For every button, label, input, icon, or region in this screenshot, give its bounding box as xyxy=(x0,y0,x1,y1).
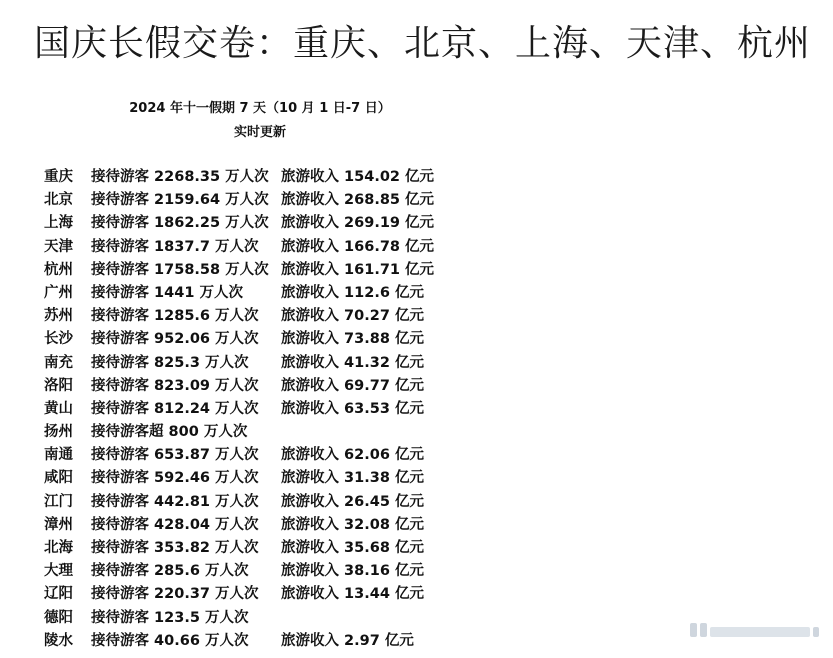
visitor-count: 接待游客 1758.58 万人次 xyxy=(91,261,269,278)
city-name: 重庆 xyxy=(44,169,73,185)
visitor-count: 接待游客 40.66 万人次 xyxy=(91,632,249,649)
city-name: 杭州 xyxy=(44,261,73,278)
city-name: 天津 xyxy=(44,238,73,255)
visitor-count: 接待游客 123.5 万人次 xyxy=(91,609,249,626)
city-name: 长沙 xyxy=(44,331,73,348)
city-name: 扬州 xyxy=(44,424,73,441)
visitor-count: 接待游客 2268.35 万人次 xyxy=(91,169,269,185)
tourism-revenue: 旅游收入 31.38 亿元 xyxy=(281,470,424,487)
visitor-count: 接待游客 1285.6 万人次 xyxy=(91,308,259,325)
visitor-count: 接待游客 1441 万人次 xyxy=(91,284,243,301)
city-name: 北京 xyxy=(44,192,73,209)
visitor-count: 接待游客 442.81 万人次 xyxy=(91,493,259,510)
visitor-count: 接待游客 1862.25 万人次 xyxy=(91,215,269,232)
city-name: 大理 xyxy=(44,563,73,580)
tourism-revenue: 旅游收入 69.77 亿元 xyxy=(281,377,424,394)
tourism-revenue: 旅游收入 35.68 亿元 xyxy=(281,540,424,556)
tourism-revenue: 旅游收入 13.44 亿元 xyxy=(281,586,424,603)
subtitle-period: 2024 年十一假期 7 天（10 月 1 日-7 日） xyxy=(129,101,391,116)
city-name: 北海 xyxy=(44,540,73,556)
visitor-count: 接待游客 2159.64 万人次 xyxy=(91,192,269,209)
visitor-count: 接待游客 428.04 万人次 xyxy=(91,516,259,533)
visitor-count: 接待游客 825.3 万人次 xyxy=(91,354,249,371)
tourism-revenue: 旅游收入 38.16 亿元 xyxy=(281,563,424,580)
visitor-count: 接待游客 220.37 万人次 xyxy=(91,586,259,603)
city-name: 漳州 xyxy=(44,516,73,533)
tourism-revenue: 旅游收入 32.08 亿元 xyxy=(281,516,424,533)
tourism-revenue: 旅游收入 41.32 亿元 xyxy=(281,354,424,371)
visitor-count: 接待游客 823.09 万人次 xyxy=(91,377,259,394)
visitor-count: 接待游客 653.87 万人次 xyxy=(91,447,259,464)
city-name: 上海 xyxy=(44,215,73,232)
city-name: 黄山 xyxy=(44,400,73,417)
tourism-revenue: 旅游收入 269.19 亿元 xyxy=(281,215,435,232)
tourism-revenue: 旅游收入 2.97 亿元 xyxy=(281,632,414,649)
visitor-count: 接待游客超 800 万人次 xyxy=(91,424,248,441)
tourism-revenue: 旅游收入 73.88 亿元 xyxy=(281,331,424,348)
watermark-mark xyxy=(690,623,697,637)
visitor-count: 接待游客 353.82 万人次 xyxy=(91,540,259,556)
tourism-revenue: 旅游收入 161.71 亿元 xyxy=(281,261,435,278)
watermark-mark xyxy=(700,623,707,637)
page-title: 国庆长假交卷：重庆、北京、上海、天津、杭州 xyxy=(34,23,812,64)
city-name: 辽阳 xyxy=(44,586,73,603)
tourism-revenue: 旅游收入 26.45 亿元 xyxy=(281,493,424,510)
visitor-count: 接待游客 285.6 万人次 xyxy=(91,563,249,580)
tourism-revenue: 旅游收入 166.78 亿元 xyxy=(281,238,435,255)
watermark-logo xyxy=(690,623,819,637)
city-name: 洛阳 xyxy=(44,377,73,394)
tourism-revenue: 旅游收入 112.6 亿元 xyxy=(281,284,424,301)
city-name: 苏州 xyxy=(44,308,73,325)
city-name: 南通 xyxy=(44,447,73,464)
city-name: 广州 xyxy=(44,284,73,301)
visitor-count: 接待游客 592.46 万人次 xyxy=(91,470,259,487)
tourism-revenue: 旅游收入 268.85 亿元 xyxy=(281,192,435,209)
tourism-revenue: 旅游收入 63.53 亿元 xyxy=(281,400,424,417)
tourism-revenue: 旅游收入 70.27 亿元 xyxy=(281,308,424,325)
city-name: 陵水 xyxy=(44,632,73,649)
subtitle-realtime: 实时更新 xyxy=(233,125,286,140)
visitor-count: 接待游客 812.24 万人次 xyxy=(91,400,259,417)
visitor-count: 接待游客 1837.7 万人次 xyxy=(91,238,259,255)
tourism-revenue: 旅游收入 154.02 亿元 xyxy=(281,169,435,185)
watermark-bar xyxy=(710,627,810,637)
watermark-mark xyxy=(813,627,819,637)
tourism-revenue: 旅游收入 62.06 亿元 xyxy=(281,447,424,464)
city-name: 南充 xyxy=(44,354,73,371)
city-name: 江门 xyxy=(44,493,73,510)
city-name: 德阳 xyxy=(44,609,73,626)
visitor-count: 接待游客 952.06 万人次 xyxy=(91,331,259,348)
city-name: 咸阳 xyxy=(44,470,73,487)
